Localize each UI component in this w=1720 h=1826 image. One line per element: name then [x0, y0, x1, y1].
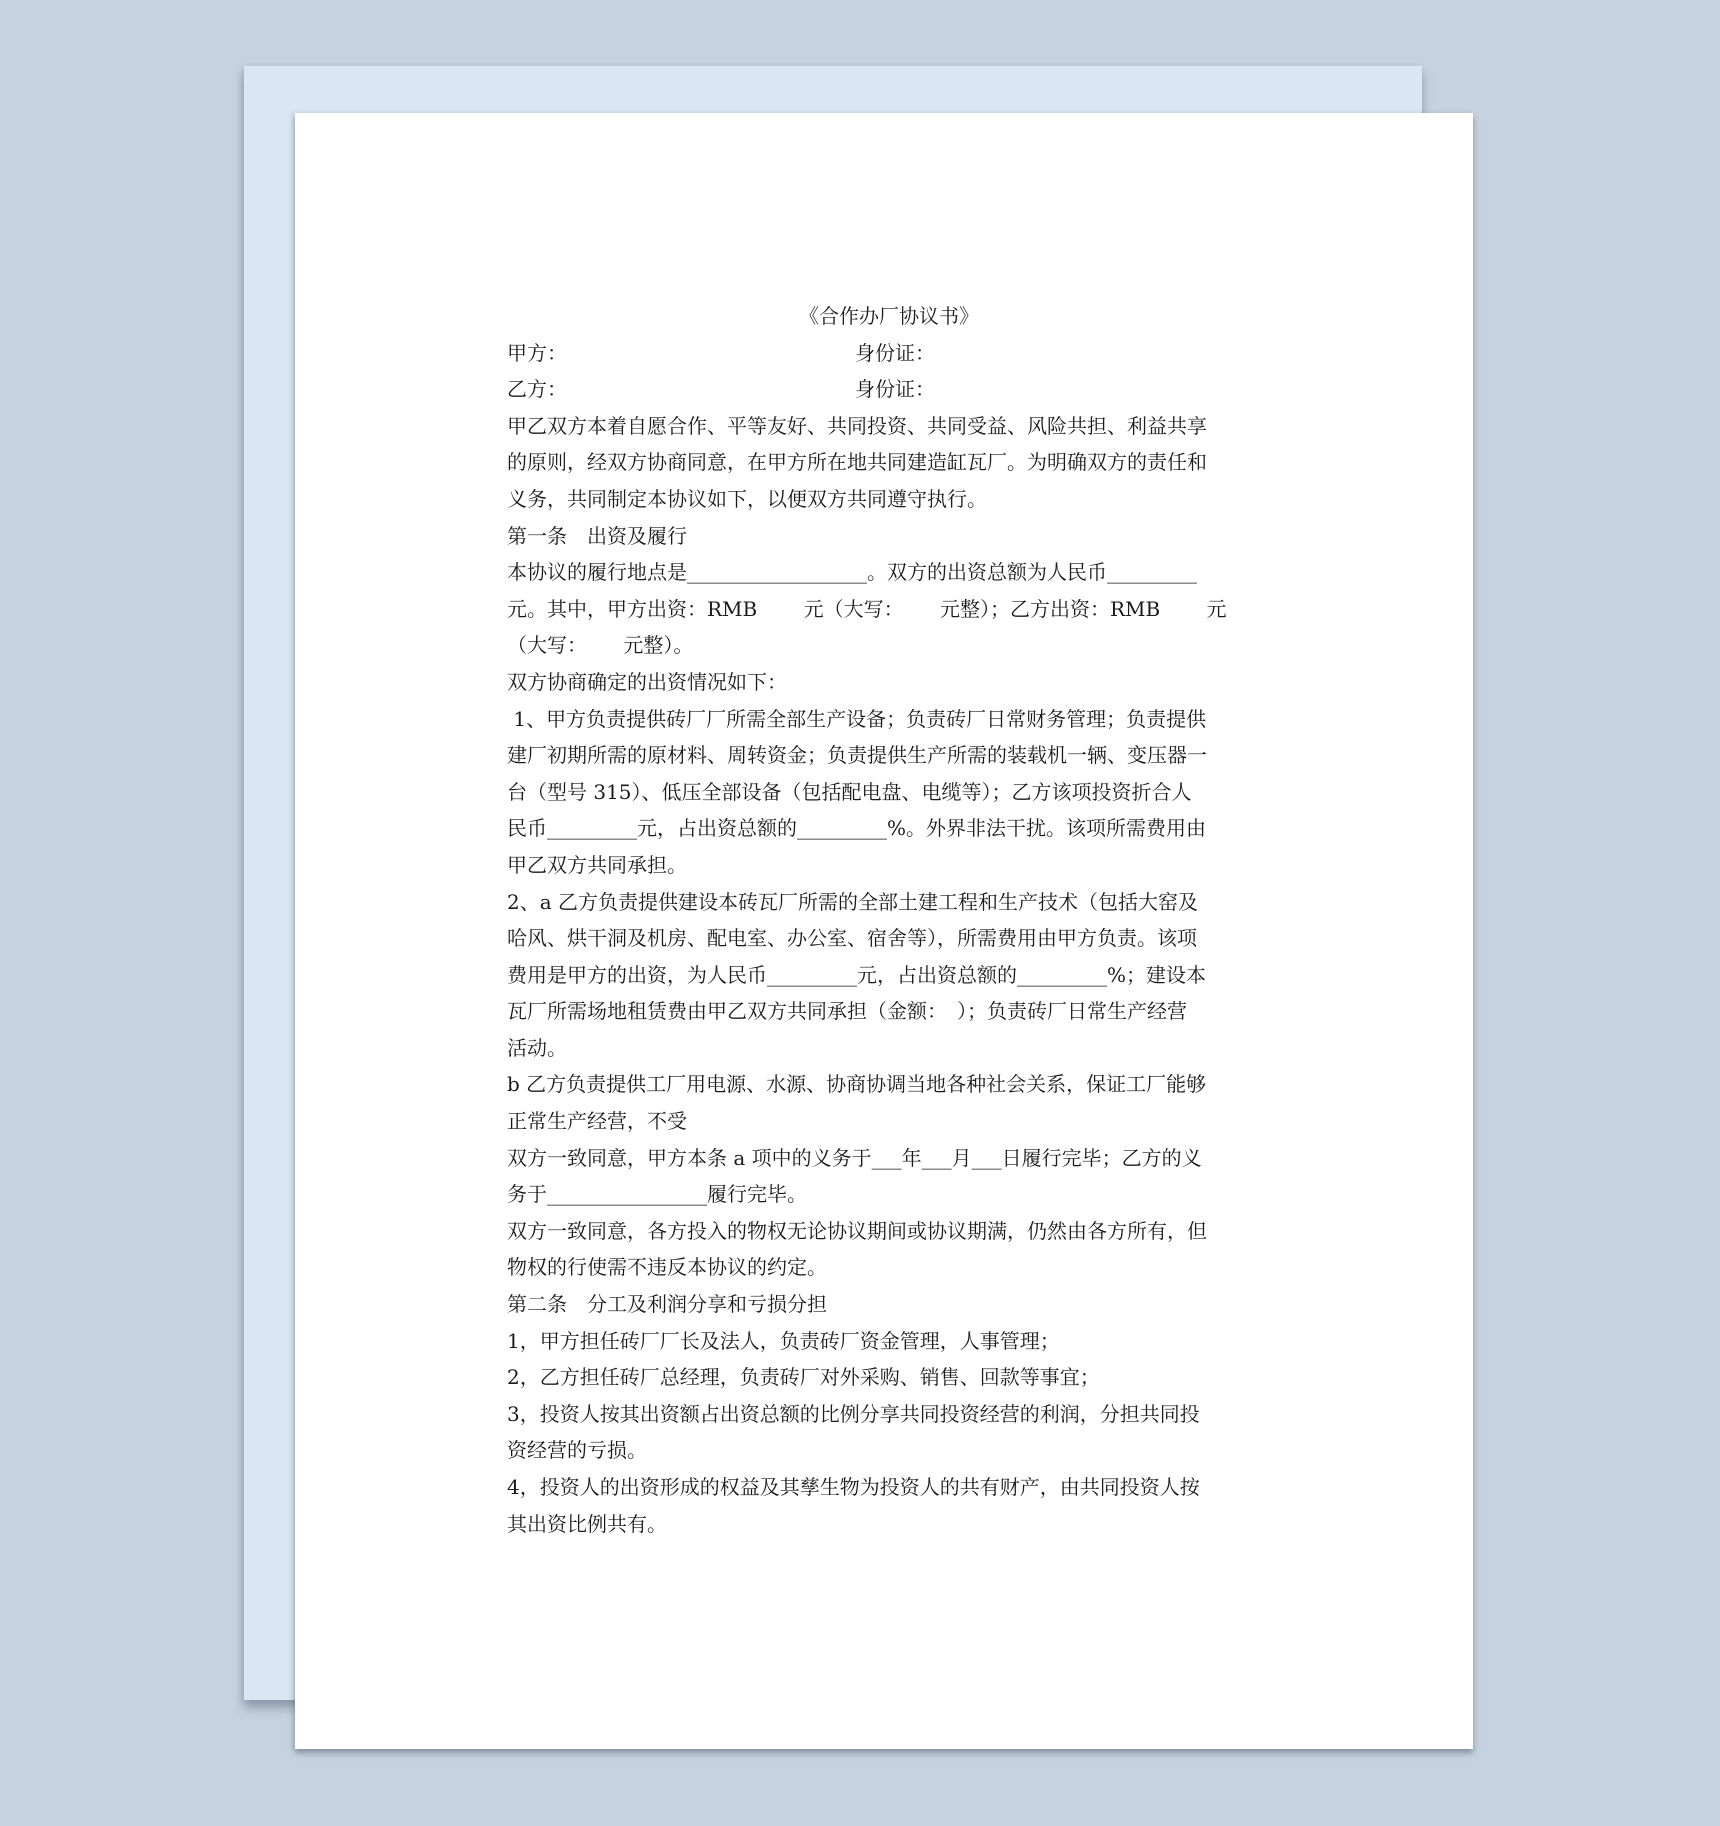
party-b-id-label: 身份证：: [855, 377, 935, 402]
paragraph-line: b 乙方负责提供工厂用电源、水源、协商协调当地各种社会关系，保证工厂能够: [507, 1072, 1207, 1097]
paragraph-line: 双方一致同意，甲方本条 a 项中的义务于___年___月___日履行完毕；乙方的义: [507, 1145, 1202, 1170]
paragraph-line: 物权的行使需不违反本协议的约定。: [507, 1255, 827, 1280]
front-page-sheet: [295, 113, 1473, 1749]
paragraph-line: 2，乙方担任砖厂总经理，负责砖厂对外采购、销售、回款等事宜；: [507, 1365, 1100, 1390]
paragraph-line: 哈风、烘干洞及机房、配电室、办公室、宿舍等），所需费用由甲方负责。该项: [507, 926, 1197, 951]
document-title: 《合作办厂协议书》: [799, 304, 979, 328]
paragraph-line: 本协议的履行地点是__________________。双方的出资总额为人民币_________: [507, 560, 1197, 585]
section-heading-1: 第一条 出资及履行: [507, 523, 687, 548]
section-heading-2: 第二条 分工及利润分享和亏损分担: [507, 1292, 827, 1317]
paragraph-line: 瓦厂所需场地租赁费由甲乙双方共同承担（金额： ）；负责砖厂日常生产经营: [507, 999, 1187, 1024]
paragraph-line: 元。其中，甲方出资：RMB 元（大写： 元整）；乙方出资：RMB 元: [507, 596, 1227, 621]
paragraph-line: 4，投资人的出资形成的权益及其孳生物为投资人的共有财产，由共同投资人按: [507, 1475, 1200, 1499]
paragraph-line: 正常生产经营，不受: [507, 1109, 687, 1134]
party-b-row: [507, 371, 1271, 408]
paragraph-line: 其出资比例共有。: [507, 1511, 667, 1536]
paragraph-line: 活动。: [507, 1035, 567, 1060]
paragraph-line: 民币_________元，占出资总额的_________%。外界非法干扰。该项所需费用由: [507, 816, 1207, 841]
paragraph-line: 资经营的亏损。: [507, 1438, 647, 1463]
paragraph-line: 义务，共同制定本协议如下，以便双方共同遵守执行。: [507, 486, 987, 511]
party-b-label: 乙方：: [507, 377, 567, 402]
party-a-label: 甲方：: [507, 340, 567, 365]
paragraph-line: 1，甲方担任砖厂厂长及法人，负责砖厂资金管理，人事管理；: [507, 1328, 1060, 1353]
document-body: [507, 298, 1271, 1542]
paragraph-line: 2、a 乙方负责提供建设本砖瓦厂所需的全部土建工程和生产技术（包括大窑及: [507, 889, 1199, 914]
party-a-row: [507, 335, 1271, 372]
party-a-id-label: 身份证：: [855, 340, 935, 365]
paragraph-line: 双方协商确定的出资情况如下：: [507, 669, 787, 694]
paragraph-line: 甲乙双方本着自愿合作、平等友好、共同投资、共同受益、风险共担、利益共享: [507, 413, 1207, 438]
paragraph-line: 建厂初期所需的原材料、周转资金；负责提供生产所需的装载机一辆、变压器一: [507, 743, 1207, 768]
paragraph-line: （大写： 元整）。: [507, 633, 694, 658]
paragraph-line: 务于________________履行完毕。: [507, 1182, 807, 1207]
paragraph-line: 甲乙双方共同承担。: [507, 852, 687, 877]
paragraph-line: 1、甲方负责提供砖厂厂所需全部生产设备；负责砖厂日常财务管理；负责提供: [507, 706, 1207, 731]
paragraph-line: 双方一致同意，各方投入的物权无论协议期间或协议期满，仍然由各方所有，但: [507, 1218, 1207, 1243]
paragraph-line: 3，投资人按其出资额占出资总额的比例分享共同投资经营的利润，分担共同投: [507, 1401, 1200, 1426]
paragraph-line: 费用是甲方的出资，为人民币_________元，占出资总额的_________%；建设本: [507, 962, 1207, 987]
paragraph-line: 台（型号 315）、低压全部设备（包括配电盘、电缆等）；乙方该项投资折合人: [507, 779, 1192, 804]
paragraph-line: 的原则，经双方协商同意，在甲方所在地共同建造缸瓦厂。为明确双方的责任和: [507, 450, 1207, 475]
